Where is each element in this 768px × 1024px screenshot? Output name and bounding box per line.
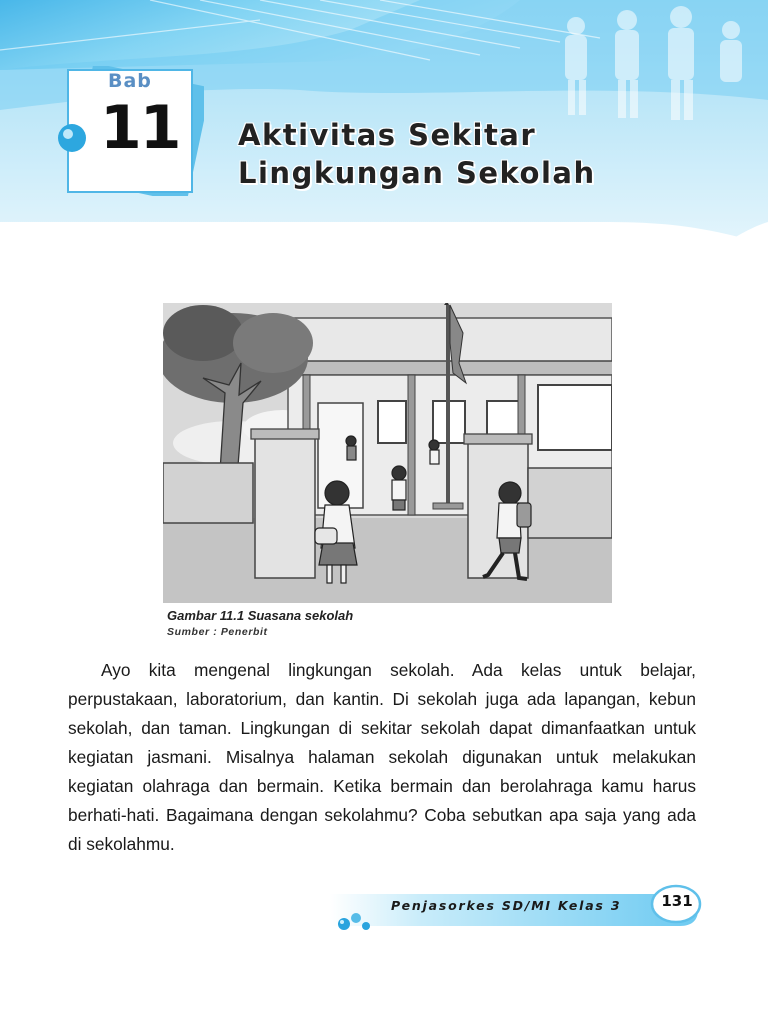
bubble-icon [58,124,86,152]
figure-caption: Gambar 11.1 Suasana sekolah [167,608,354,623]
chapter-label: Bab [108,70,152,92]
book-title: Penjasorkes SD/MI Kelas 3 [391,898,622,913]
bubble-icon [338,918,350,930]
chapter-title-line1: Aktivitas Sekitar [238,118,537,152]
chapter-title [238,116,596,192]
body-paragraph-container [68,656,696,859]
figure-source: Sumber : Penerbit [167,626,268,638]
chapter-number: 11 [100,93,180,163]
chapter-title-line2: Lingkungan Sekolah [238,156,596,190]
page-number: 131 [661,892,693,910]
school-illustration [163,303,612,603]
body-paragraph: Ayo kita mengenal lingkungan sekolah. Ada kelas untuk belajar, perpustakaan, laboratorium, dan kantin. Di sekolah juga ada lapangan, kebun sekolah, dan taman. Lingkungan di sekitar sekolah dapat dimanfaatkan untuk kegiatan jasmani. Misalnya halaman sekolah digunakan untuk melakukan kegiatan olahraga dan bermain. Ketika bermain dan berolahraga kamu harus berhati-hati. Bagaimana dengan sekolahmu? Coba sebutkan apa saja yang ada di sekolahmu. [68,660,696,854]
